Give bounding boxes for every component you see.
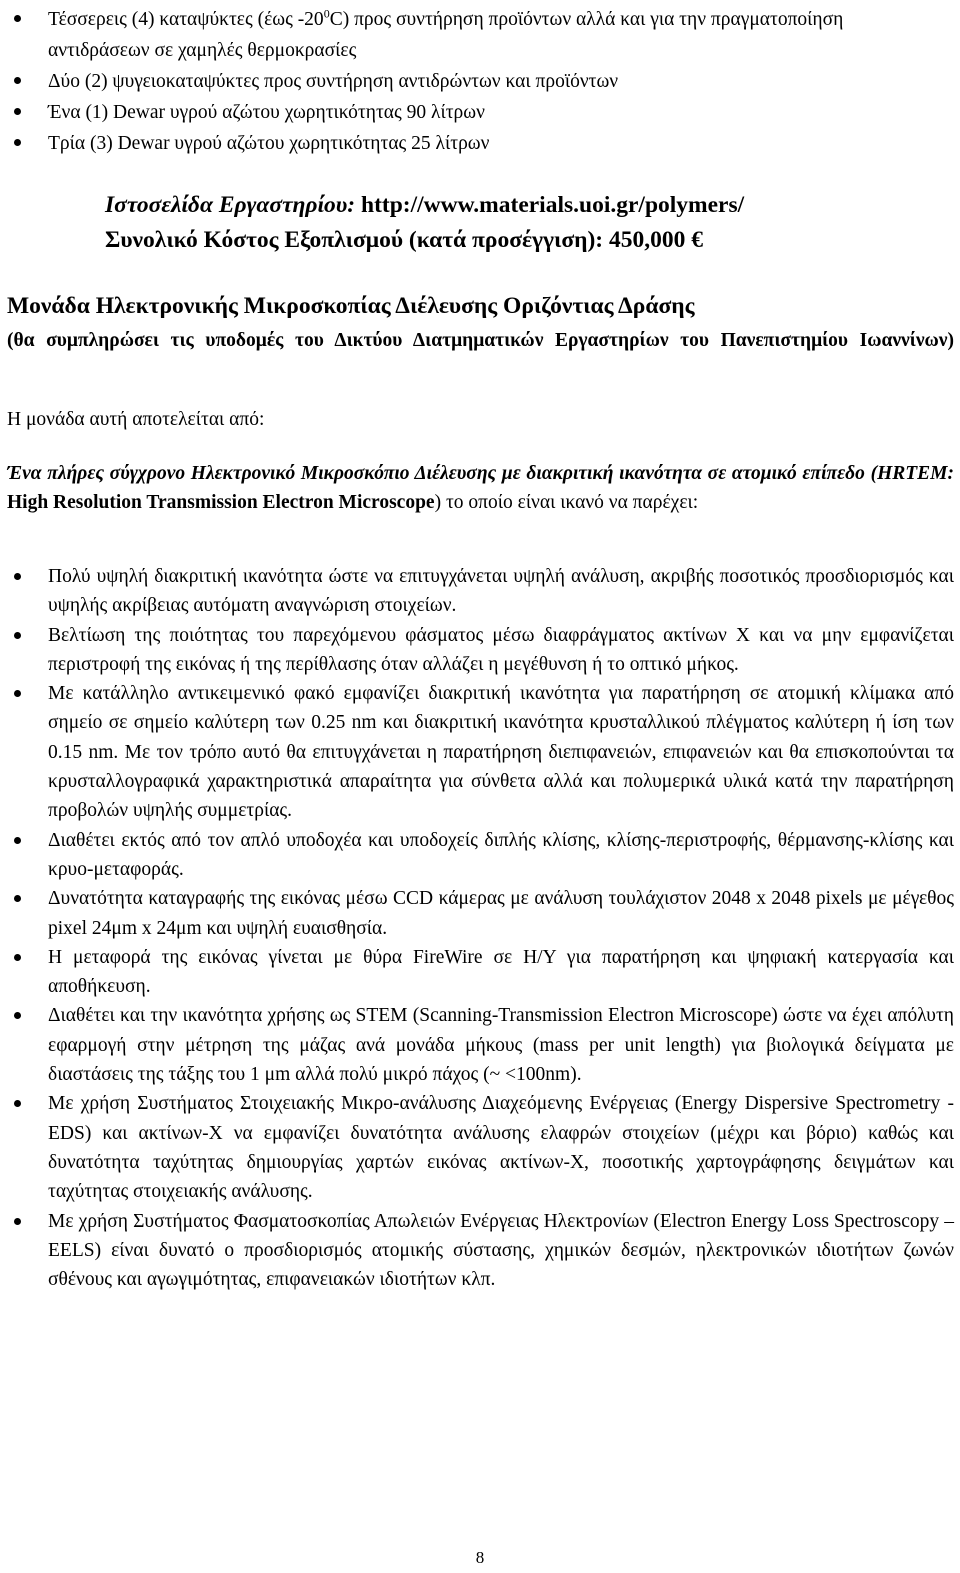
lab-website-label: Ιστοσελίδα Εργαστηρίου: [105,192,356,218]
list-item: Με χρήση Συστήματος Φασματοσκοπίας Απωλειών Ενέργειας Ηλεκτρονίων (Electron Energy Loss Spectroscopy – EELS) είναι δυνατό ο προσδιορισμός ατομικής σύστασης, χημικών δεσμών, ηλεκτρονικών ιδιοτήτων ζωνών σθένους και αγωγιμότητας, επιφανειακών ιδιοτήτων κλπ. [7,1207,954,1295]
list-item: Τρία (3) Dewar υγρού αζώτου χωρητικότητας 25 λίτρων [7,128,925,159]
list-item: Διαθέτει εκτός από τον απλό υποδοχέα και υποδοχείς διπλής κλίσης, κλίσης-περιστροφής, θέρμανσης-κλίσης και κρυο-μεταφοράς. [7,826,954,885]
microscope-intro-italic: Ένα πλήρες σύγχρονο Ηλεκτρονικό Μικροσκόπιο Διέλευσης με διακριτική ικανότητα σε ατομικό επίπεδο [7,463,865,484]
list-item: Τέσσερεις (4) καταψύκτες (έως $-20^0C$) προς συντήρηση προϊόντων αλλά και για την πραγματοποίηση αντιδράσεων σε χαμηλές θερμοκρασίες [7,4,925,66]
unit-consists-of: Η μονάδα αυτή αποτελείται από: [7,409,265,430]
lab-website-line [105,190,744,220]
total-cost: Συνολικό Κόστος Εξοπλισμού (κατά προσέγγιση): 450,000 € [105,227,703,253]
microscope-abbr: HRTEM: [877,463,955,484]
equipment-list [7,4,925,159]
list-item: Διαθέτει και την ικανότητα χρήσης ως STEM (Scanning-Transmission Electron Microscope) ώστε να έχει απόλυτη εφαρμογή στην μέτρηση της μάζας ανά μονάδα μήκους (mass per unit length) για βιολογικά δείγματα με διαστάσεις της τάξης του 1 μm αλλά πολύ μικρό πάχος (~ <100nm). [7,1001,954,1089]
list-item: Με κατάλληλο αντικειμενικό φακό εμφανίζει διακριτική ικανότητα για παρατήρηση σε ατομική κλίμακα από σημείο σε σημείο καλύτερη των 0.25 nm και διακριτική ικανότητα κρυσταλλικού πλέγματος καλύτερη ή ίση των 0.15 nm. Με τον τρόπο αυτό θα επιτυγχάνεται η παρατήρηση διεπιφανειών, επιφανειών και θα επισκοπούνται τα κρυσταλλογραφικά χαρακτηριστικά απαραίτητα για σύνθετα αλλά και πολυμερικά υλικά κατά την παρατήρηση προβολών υψηλής συμμετρίας. [7,679,954,825]
list-item: Με χρήση Συστήματος Στοιχειακής Μικρο-ανάλυσης Διαχεόμενης Ενέργειας (Energy Dispersive Spectrometry - EDS) και ακτίνων-Χ να εμφανίζει δυνατότητα ανάλυσης ελαφρών στοιχείων (μέχρι και βόριο) καθώς και δυνατότητα ταχύτητας δημιουργίας χαρτών εικόνας ακτίνων-Χ, ποσοτικής χαρτογράφησης δειγμάτων και ταχύτητας στοιχειακής ανάλυσης. [7,1089,954,1206]
unit-subtitle: (θα συμπληρώσει τις υποδομές του Δικτύου Διατμηματικών Εργαστηρίων του Πανεπιστημίου Ιωαννίνων) [7,330,954,351]
list-item: Βελτίωση της ποιότητας του παρεχόμενου φάσματος μέσω διαφράγματος ακτίνων Χ και να μην εμφανίζεται περιστροφή της εικόνας ή της περίθλασης όταν αλλάζει η μεγέθυνση ή το οπτικό μήκος. [7,621,954,680]
capabilities-list [7,562,954,1294]
list-item: Ένα (1) Dewar υγρού αζώτου χωρητικότητας 90 λίτρων [7,97,925,128]
list-item: Δυνατότητα καταγραφής της εικόνας μέσω CCD κάμερας με ανάλυση τουλάχιστον 2048 x 2048 pixels με μέγεθος pixel 24μm x 24μm και υψηλή ευαισθησία. [7,884,954,943]
microscope-intro: Ένα πλήρες σύγχρονο Ηλεκτρονικό Μικροσκόπιο Διέλευσης με διακριτική ικανότητα σε ατομικό επίπεδο (HRTEM: High Resolution Transmission Electron Microscope) το οποίο είναι ικανό να παρέχει: [7,463,955,514]
list-item: Δύο (2) ψυγειοκαταψύκτες προς συντήρηση αντιδρώντων και προϊόντων [7,66,925,97]
list-item: Η μεταφορά της εικόνας γίνεται με θύρα FireWire σε Η/Υ για παρατήρηση και ψηφιακή κατεργασία και αποθήκευση. [7,943,954,1002]
page-number: 8 [475,1548,485,1567]
microscope-full-name: High Resolution Transmission Electron Microscope [7,492,435,514]
unit-title: Μονάδα Ηλεκτρονικής Μικροσκοπίας Διέλευσης Οριζόντιας Δράσης [7,293,695,319]
lab-website-link[interactable]: http://www.materials.uoi.gr/polymers/ [361,192,745,218]
list-item: Πολύ υψηλή διακριτική ικανότητα ώστε να επιτυγχάνεται υψηλή ανάλυση, ακριβής ποσοτικός προσδιορισμός και υψηλής ακρίβειας αυτόματη αναγνώριση στοιχείων. [7,562,954,621]
